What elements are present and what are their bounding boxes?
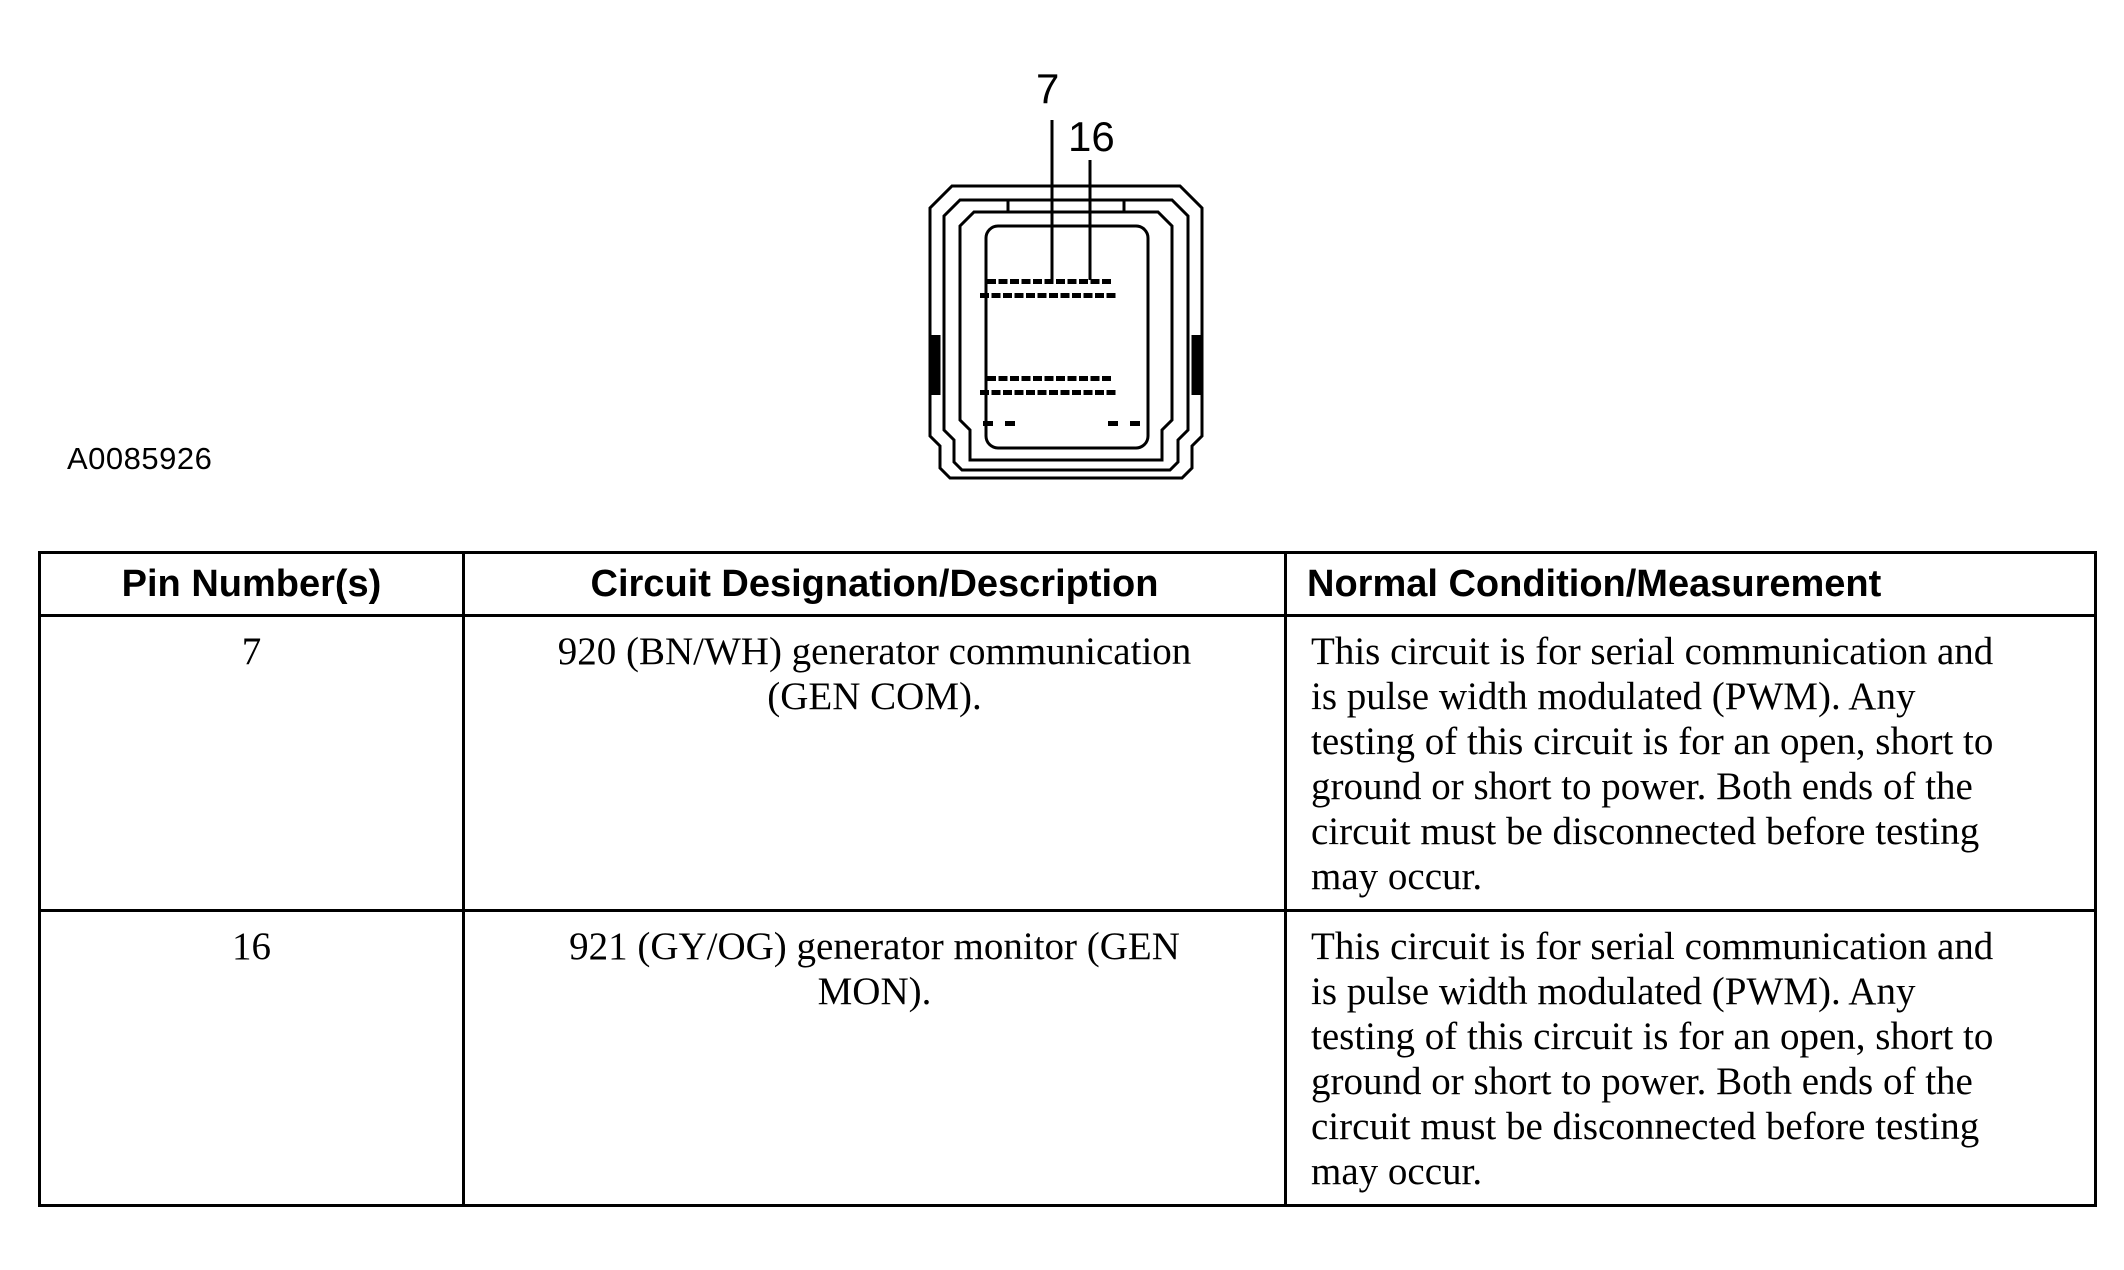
terminal-cavity [1038,390,1047,395]
terminal-cavity [1056,376,1065,381]
terminal-cavity [1033,376,1042,381]
pin-callout-16: 16 [1068,113,1115,160]
condition-line: ground or short to power. Both ends of the [1311,765,1973,808]
cell-normal-condition [1286,616,2096,911]
cell-circuit-description [464,616,1286,911]
cell-pin-number: 7 [40,616,464,911]
terminal-cavity [1107,293,1116,298]
terminal-cavity [1130,421,1140,426]
condition-line: circuit must be disconnected before testing [1311,1105,1980,1148]
condition-line: testing of this circuit is for an open, short to [1311,720,1994,763]
connector-inner-shell [944,200,1188,470]
terminal-cavity [1015,390,1024,395]
terminal-cavity [987,279,996,284]
terminal-cavity [1003,293,1012,298]
terminal-cavity [1068,279,1077,284]
terminal-cavity [992,293,1001,298]
terminal-cavity [980,390,989,395]
condition-line: circuit must be disconnected before testing [1311,810,1980,853]
condition-line: may occur. [1311,855,1483,898]
terminal-cavity [1061,390,1070,395]
header-normal-condition: Normal Condition/Measurement [1286,553,2096,616]
condition-line: may occur. [1311,1150,1483,1193]
condition-line: is pulse width modulated (PWM). Any [1311,675,1916,718]
terminal-cavity [1010,376,1019,381]
table-row [40,911,2096,1206]
condition-line: This circuit is for serial communication and [1311,630,1994,673]
circuit-line: 921 (GY/OG) generator monitor (GEN [569,925,1180,968]
condition-line: is pulse width modulated (PWM). Any [1311,970,1916,1013]
terminal-cavity [1095,390,1104,395]
terminal-cavity [1102,279,1111,284]
terminal-cavity [1026,293,1035,298]
terminal-cavity [1061,293,1070,298]
terminal-cavity [1033,279,1042,284]
terminal-cavity [1049,390,1058,395]
connector-diagram [0,0,2124,500]
terminal-cavity [1022,279,1031,284]
terminal-cavity [992,390,1001,395]
terminal-cavity [1072,390,1081,395]
terminal-cavity [1038,293,1047,298]
figure-id: A0085926 [67,441,213,476]
circuit-line: 920 (BN/WH) generator communication [557,630,1192,673]
condition-line: This circuit is for serial communication and [1311,925,1994,968]
terminal-cavity [1022,376,1031,381]
terminal-cavity [1015,293,1024,298]
cell-normal-condition [1286,911,2096,1206]
terminal-cavity [1091,279,1100,284]
header-pin-numbers: Pin Number(s) [40,553,464,616]
terminal-cavity [1084,293,1093,298]
terminal-cavity [983,421,993,426]
terminal-cavities [980,279,1140,426]
circuit-line: (GEN COM). [767,675,982,718]
terminal-cavity [1068,376,1077,381]
terminal-cavity [1056,279,1065,284]
terminal-cavity [1102,376,1111,381]
condition-line: testing of this circuit is for an open, short to [1311,1015,1994,1058]
connector-face [986,226,1148,448]
terminal-cavity [1072,293,1081,298]
condition-line: ground or short to power. Both ends of the [1311,1060,1973,1103]
terminal-cavity [1108,421,1118,426]
cell-circuit-description [464,911,1286,1206]
terminal-cavity [980,293,989,298]
terminal-cavity [1079,279,1088,284]
table-header-row [40,553,2096,616]
terminal-cavity [1091,376,1100,381]
header-circuit-designation: Circuit Designation/Description [464,553,1286,616]
terminal-cavity [1003,390,1012,395]
terminal-cavity [1095,293,1104,298]
terminal-cavity [999,279,1008,284]
terminal-cavity [999,376,1008,381]
terminal-cavity [1079,376,1088,381]
terminal-cavity [1010,279,1019,284]
terminal-cavity [1045,376,1054,381]
pin-table [38,551,2097,1207]
terminal-cavity [987,376,996,381]
circuit-line: MON). [817,970,932,1013]
table-row [40,616,2096,911]
terminal-cavity [1026,390,1035,395]
terminal-cavity [1107,390,1116,395]
cell-pin-number: 16 [40,911,464,1206]
terminal-cavity [1049,293,1058,298]
pin-callout-7: 7 [1036,65,1060,112]
terminal-cavity [1005,421,1015,426]
terminal-cavity [1084,390,1093,395]
